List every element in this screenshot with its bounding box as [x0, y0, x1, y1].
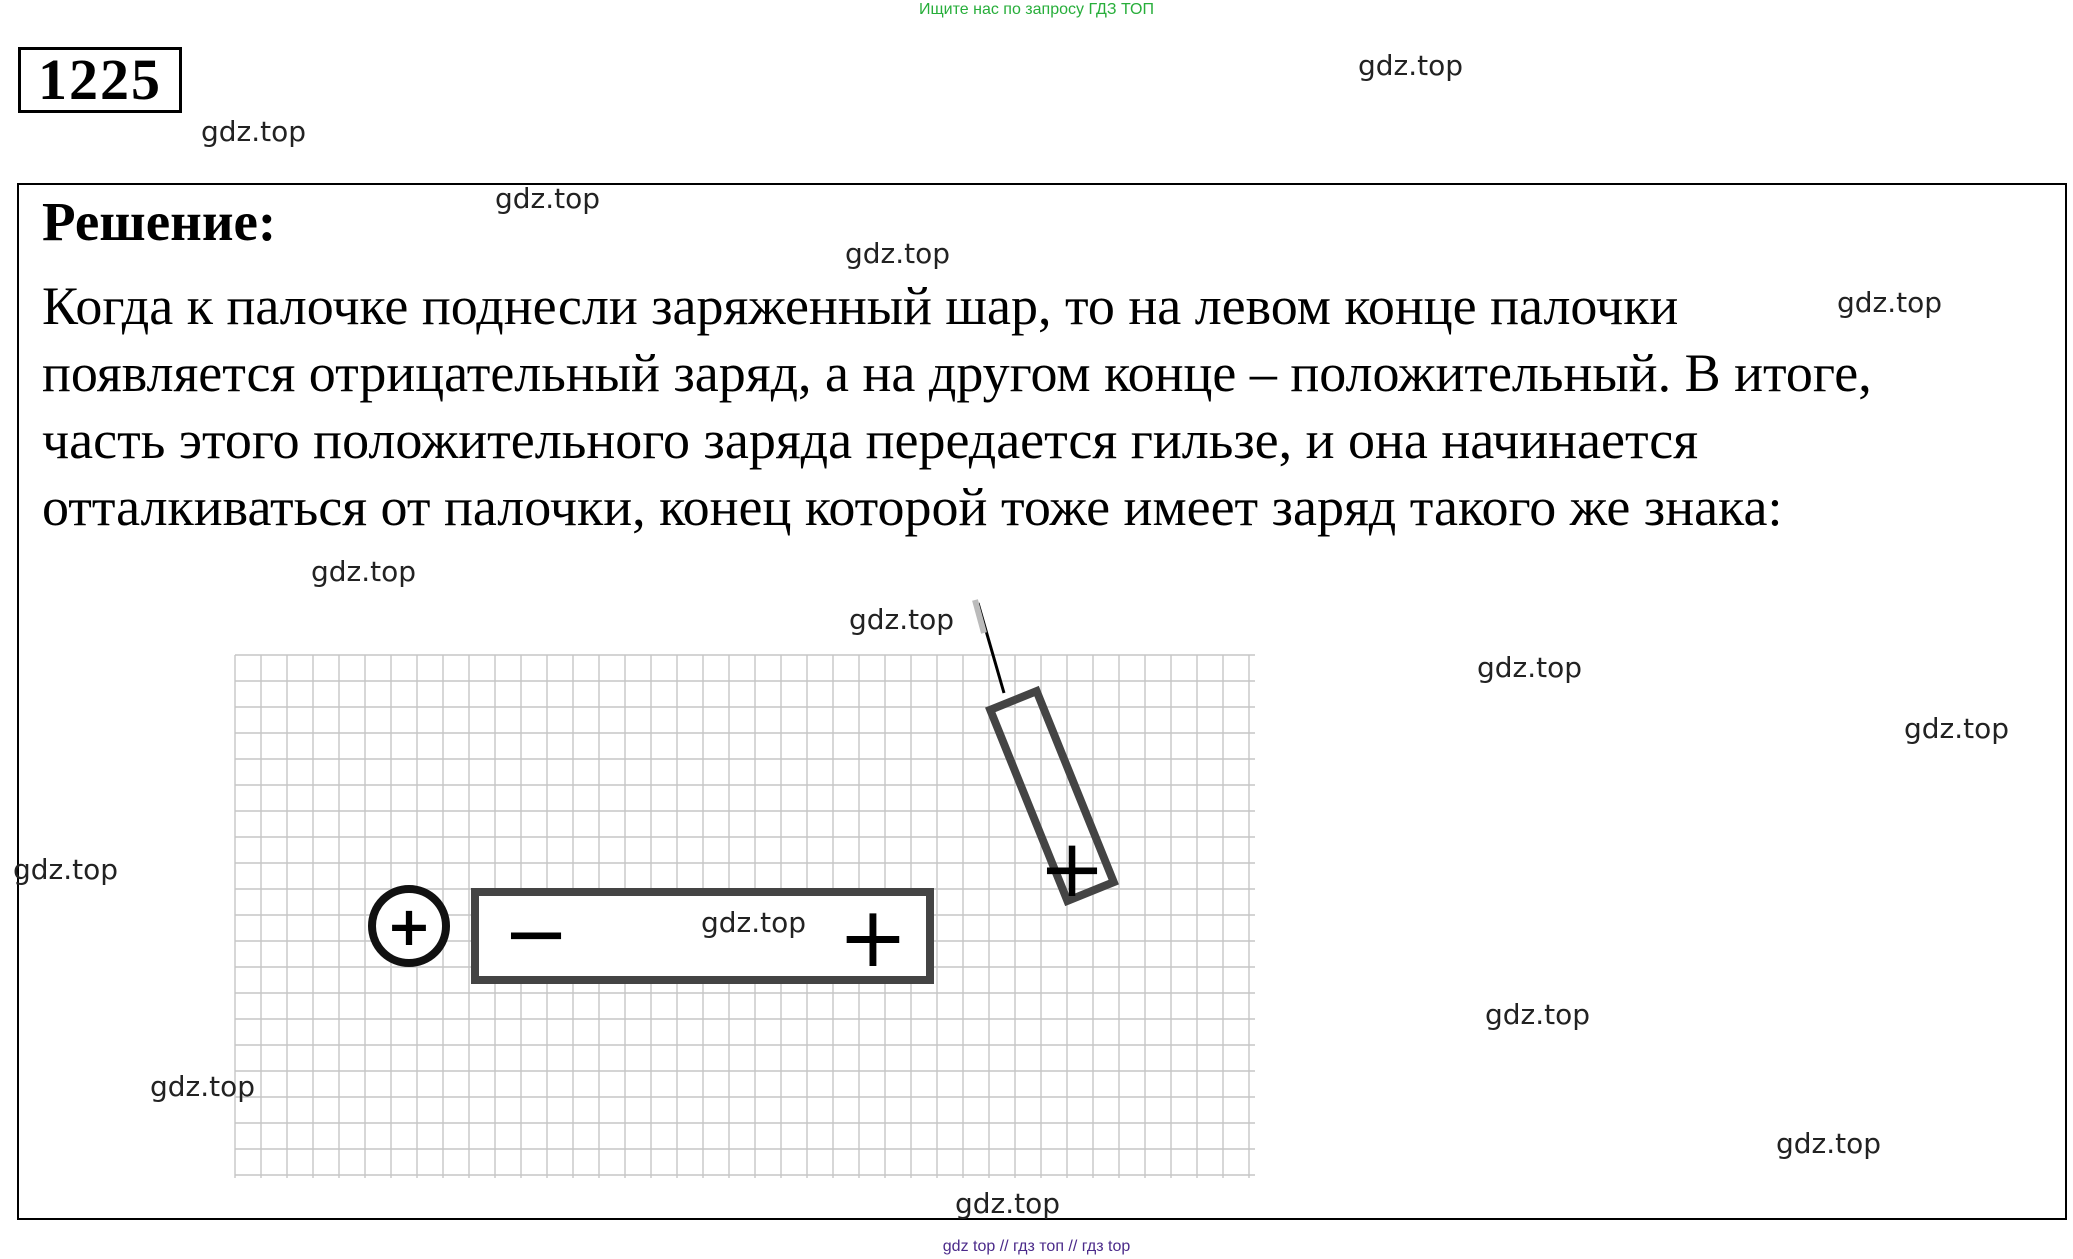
watermark: gdz.top	[495, 182, 601, 215]
stick-negative-sign: −	[502, 887, 570, 980]
watermark: gdz.top	[701, 906, 807, 939]
solution-line-2: появляется отрицательный заряд, а на другом конце – положительный. В итоге,	[42, 343, 1872, 403]
watermark: gdz.top	[150, 1070, 256, 1103]
watermark: gdz.top	[311, 555, 417, 588]
solution-line-4: отталкиваться от палочки, конец которой тоже имеет заряд такого же знака:	[42, 477, 1783, 537]
charged-ball	[372, 889, 446, 963]
solution-line-3: часть этого положительного заряда передается гильзе, и она начинается	[42, 410, 1699, 470]
stick-positive-sign: +	[837, 888, 909, 986]
watermark: gdz.top	[1477, 651, 1583, 684]
watermark: gdz.top	[1776, 1127, 1882, 1160]
solution-heading: Решение:	[42, 191, 277, 252]
watermark: gdz.top	[845, 237, 951, 270]
watermark: gdz.top	[849, 603, 955, 636]
sleeve-charge-sign: +	[1038, 822, 1106, 915]
watermark: gdz.top	[201, 115, 307, 148]
watermark: gdz.top	[1837, 286, 1943, 319]
watermark: gdz.top	[955, 1187, 1061, 1220]
ball-charge-sign: +	[386, 895, 432, 958]
watermark: gdz.top	[1358, 49, 1464, 82]
top-banner[interactable]: Ищите нас по запросу ГДЗ ТОП	[919, 1, 1154, 18]
watermark: gdz.top	[1904, 712, 2010, 745]
watermark: gdz.top	[1485, 998, 1591, 1031]
problem-number: 1225	[18, 47, 182, 113]
watermark: gdz.top	[13, 853, 119, 886]
footer-links[interactable]: gdz top // гдз топ // гдз top	[942, 1238, 1131, 1255]
solution-line-1: Когда к палочке поднесли заряженный шар, то на левом конце палочки	[42, 276, 1679, 336]
